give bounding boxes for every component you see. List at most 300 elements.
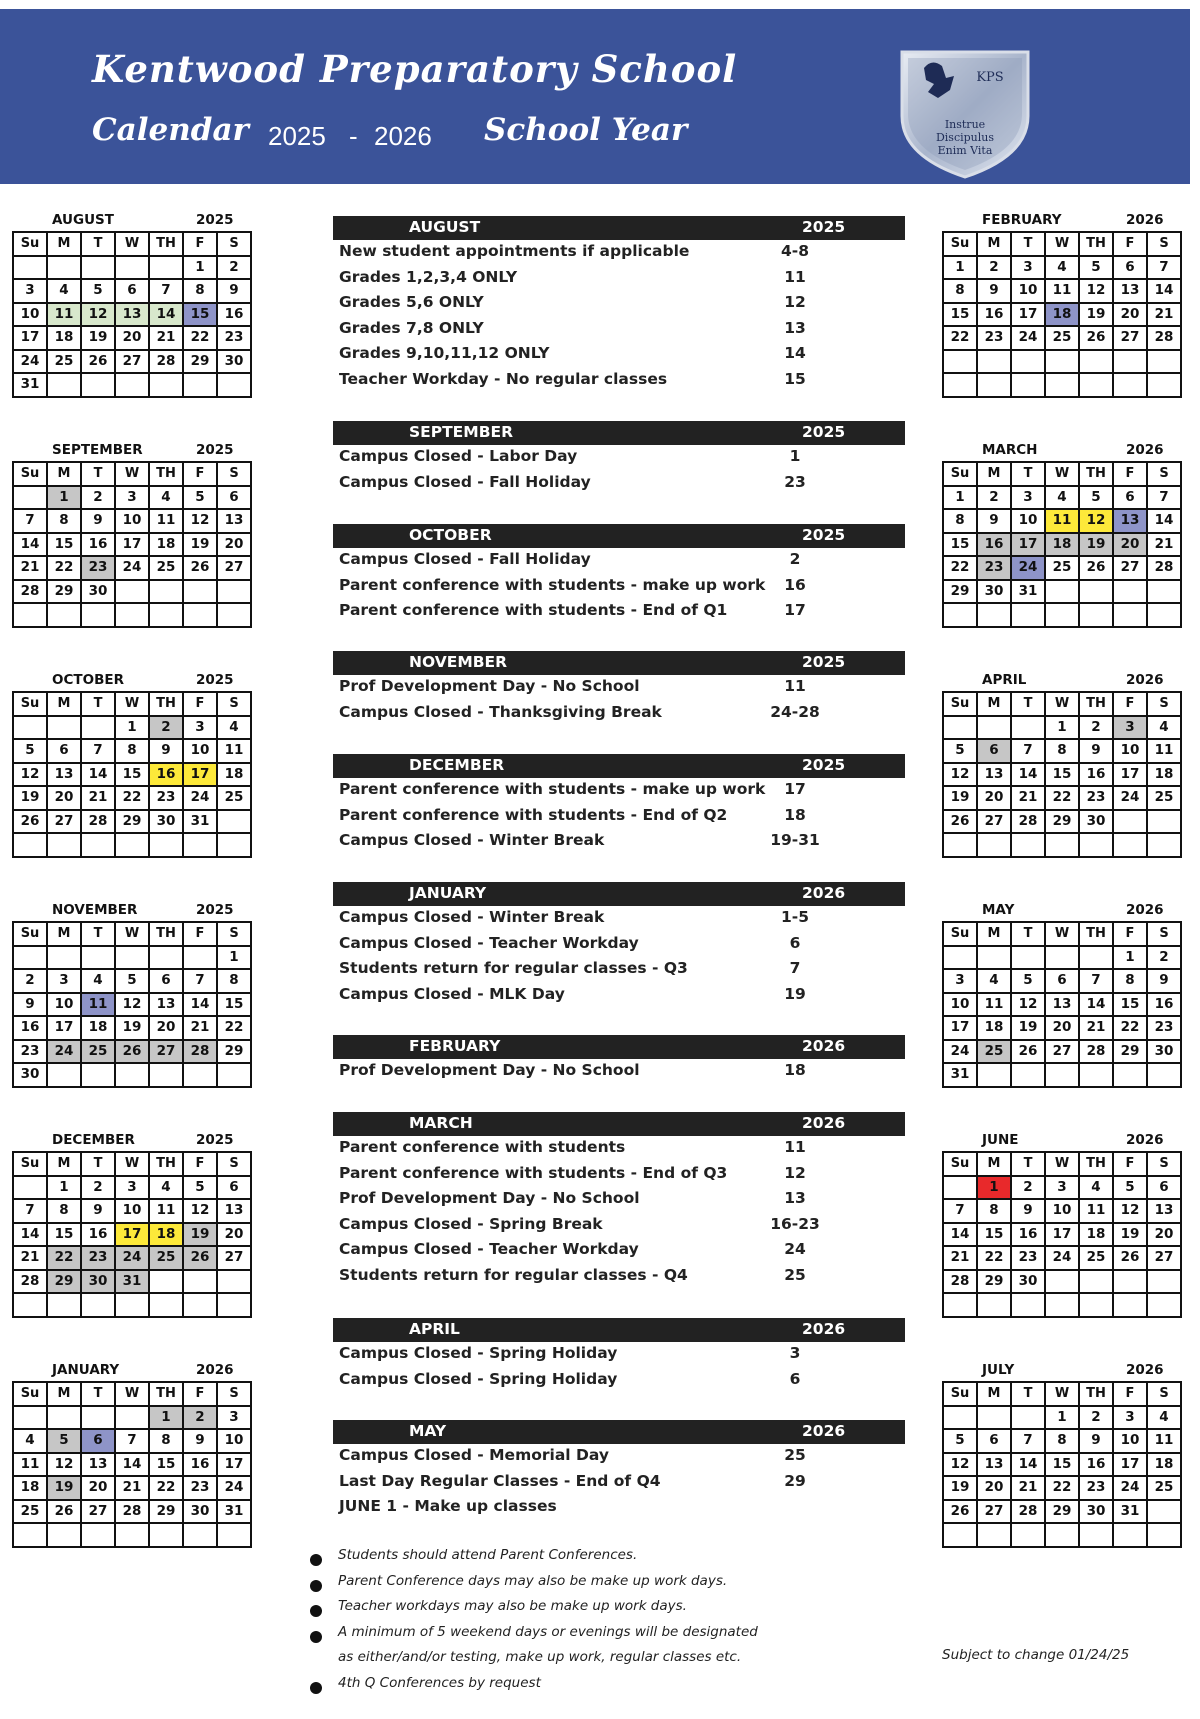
weekday-header: TH [1079,232,1113,256]
day-cell: 11 [13,1453,47,1477]
weekday-header: Su [943,1152,977,1176]
mini-calendar-april [942,669,1194,882]
day-cell: 18 [81,1016,115,1040]
weekday-header: Su [13,922,47,946]
event-date: 4-8 [780,242,809,260]
day-cell [1011,1406,1045,1430]
section-year: 2025 [802,526,846,544]
day-cell: 9 [1079,739,1113,763]
weekday-header: TH [149,1152,183,1176]
day-cell: 26 [1079,326,1113,350]
day-cell: 5 [183,1176,217,1200]
day-cell: 15 [943,533,977,557]
day-cell: 4 [1147,716,1181,740]
day-cell: 27 [1113,326,1147,350]
calendar-month: JULY [982,1362,1015,1378]
day-cell: 11 [149,509,183,533]
day-cell: 13 [217,1199,251,1223]
week-row [943,739,1181,763]
weekday-header: W [115,692,149,716]
day-cell [81,1063,115,1087]
event-row [339,344,905,369]
day-cell: 18 [47,326,81,350]
event-date: 19 [784,984,806,1003]
day-cell: 23 [1079,1476,1113,1500]
day-cell: 15 [47,533,81,557]
day-cell: 1 [115,716,149,740]
day-cell: 13 [149,993,183,1017]
day-cell: 30 [1147,1040,1181,1064]
day-cell: 14 [81,763,115,787]
day-cell [1079,946,1113,970]
day-cell: 15 [977,1223,1011,1247]
week-row [13,1523,251,1547]
weekday-header-row [943,1382,1181,1406]
day-cell: 2 [1147,946,1181,970]
weekday-header-row [943,462,1181,486]
day-cell [1147,1523,1181,1547]
day-cell: 8 [217,969,251,993]
week-row [13,1040,251,1064]
event-name: Parent conference with students - End of Q3 [339,1163,728,1182]
day-cell: 3 [115,486,149,510]
event-date: 13 [784,318,806,337]
day-cell [1079,603,1113,627]
weekday-header: Su [943,1382,977,1406]
weekday-header: T [1011,1152,1045,1176]
day-cell: 8 [183,279,217,303]
weekday-header: TH [1079,1382,1113,1406]
day-cell [149,833,183,857]
day-cell: 5 [115,969,149,993]
day-cell [1045,833,1079,857]
day-cell: 5 [1079,486,1113,510]
day-cell: 28 [1011,1500,1045,1524]
weekday-header-row [943,232,1181,256]
day-cell: 3 [1113,716,1147,740]
day-cell: 6 [115,279,149,303]
event-row [339,1266,905,1291]
day-cell [1147,833,1181,857]
weekday-header: TH [149,232,183,256]
calendar-label: Calendar [92,112,249,148]
event-row [339,1138,905,1163]
year-dash: - [349,121,358,151]
mini-calendar-november [12,899,264,1112]
day-cell [149,580,183,604]
day-cell: 8 [1045,1429,1079,1453]
section-month: FEBRUARY [409,1037,501,1055]
day-cell: 6 [1113,486,1147,510]
day-cell [115,946,149,970]
event-name: Campus Closed - Fall Holiday [339,550,591,568]
day-cell [1113,373,1147,397]
week-row [13,833,251,857]
day-cell [1045,580,1079,604]
day-cell: 27 [217,556,251,580]
day-cell [943,1176,977,1200]
day-cell: 6 [149,969,183,993]
weekday-header: F [183,462,217,486]
day-cell: 12 [943,1453,977,1477]
day-cell [977,833,1011,857]
calendar-month: OCTOBER [52,672,124,688]
week-row [13,1406,251,1430]
calendar-year: 2026 [1126,1362,1164,1378]
event-row [339,1240,905,1265]
day-cell: 21 [115,1476,149,1500]
calendar-title [942,1129,1194,1151]
day-cell: 4 [1045,486,1079,510]
event-name: Last Day Regular Classes - End of Q4 [339,1471,661,1490]
day-cell [977,350,1011,374]
header-banner [0,9,1190,184]
calendar-month: JANUARY [52,1362,120,1378]
calendar-grid [942,921,1182,1088]
day-cell [1147,603,1181,627]
weekday-header: W [1045,1152,1079,1176]
day-cell: 12 [943,763,977,787]
weekday-header: M [47,922,81,946]
crest-motto-line: Instrue [944,118,986,131]
day-cell: 9 [1147,969,1181,993]
event-date: 1 [789,447,801,465]
day-cell [1079,1063,1113,1087]
week-row [943,533,1181,557]
day-cell [1147,1500,1181,1524]
weekday-header-row [13,232,251,256]
section-month: MARCH [409,1114,473,1132]
day-cell: 26 [183,1246,217,1270]
day-cell [47,946,81,970]
day-cell: 30 [13,1063,47,1087]
day-cell: 6 [1045,969,1079,993]
day-cell [1113,810,1147,834]
event-date: 11 [784,1138,806,1156]
day-cell: 20 [977,786,1011,810]
day-cell: 2 [81,486,115,510]
day-cell: 25 [977,1040,1011,1064]
day-cell: 6 [977,739,1011,763]
calendar-month: NOVEMBER [52,902,138,918]
day-cell: 14 [13,1223,47,1247]
day-cell: 16 [1147,993,1181,1017]
day-cell [943,603,977,627]
day-cell [183,1270,217,1294]
day-cell: 18 [1045,303,1079,327]
event-date: 11 [784,677,806,695]
day-cell: 16 [977,533,1011,557]
weekday-header: TH [1079,922,1113,946]
weekday-header-row [943,1152,1181,1176]
bullet-icon [310,1554,322,1566]
day-cell: 5 [47,1429,81,1453]
day-cell [943,373,977,397]
day-cell: 24 [1045,1246,1079,1270]
day-cell: 20 [1113,303,1147,327]
week-row [13,256,251,280]
event-name: Prof Development Day - No School [339,1189,640,1207]
day-cell [977,1523,1011,1547]
event-date: 1-5 [780,908,809,926]
day-cell: 18 [1147,763,1181,787]
day-cell: 25 [1045,326,1079,350]
event-name: Campus Closed - MLK Day [339,984,565,1003]
day-cell: 23 [217,326,251,350]
calendar-title [942,669,1194,691]
day-cell [13,486,47,510]
event-row [339,806,905,831]
day-cell: 17 [217,1453,251,1477]
day-cell [47,1406,81,1430]
day-cell [943,350,977,374]
day-cell: 23 [977,556,1011,580]
section-header [333,651,905,675]
day-cell [1113,833,1147,857]
day-cell: 27 [977,1500,1011,1524]
day-cell: 26 [47,1500,81,1524]
day-cell: 24 [115,556,149,580]
day-cell: 19 [115,1016,149,1040]
event-date: 12 [784,293,806,311]
day-cell: 2 [149,716,183,740]
calendar-year: 2026 [1126,1132,1164,1148]
day-cell [47,833,81,857]
day-cell: 12 [1113,1199,1147,1223]
week-row [943,603,1181,627]
day-cell: 24 [47,1040,81,1064]
day-cell: 17 [183,763,217,787]
weekday-header: S [217,462,251,486]
day-cell: 27 [149,1040,183,1064]
day-cell: 10 [13,303,47,327]
day-cell [943,716,977,740]
event-row [339,319,905,344]
day-cell: 12 [183,1199,217,1223]
event-date: 16-23 [770,1214,820,1233]
day-cell: 14 [149,303,183,327]
day-cell: 13 [977,763,1011,787]
day-cell: 1 [1045,716,1079,740]
event-name: Teacher Workday - No regular classes [339,369,668,388]
day-cell: 2 [13,969,47,993]
day-cell: 9 [81,509,115,533]
day-cell: 18 [149,533,183,557]
day-cell: 14 [1147,279,1181,303]
weekday-header: T [1011,462,1045,486]
day-cell: 6 [47,739,81,763]
event-name: JUNE 1 - Make up classes [339,1497,557,1515]
week-row [13,556,251,580]
day-cell: 13 [1147,1199,1181,1223]
day-cell: 7 [183,969,217,993]
day-cell: 8 [1045,739,1079,763]
calendar-title [12,669,264,691]
weekday-header: S [1147,1382,1181,1406]
day-cell: 21 [13,1246,47,1270]
day-cell [217,1293,251,1317]
day-cell [81,1293,115,1317]
day-cell: 3 [183,716,217,740]
week-row [13,1176,251,1200]
weekday-header-row [13,1152,251,1176]
week-row [13,279,251,303]
day-cell: 14 [1079,993,1113,1017]
weekday-header: T [81,462,115,486]
day-cell [47,603,81,627]
section-month: SEPTEMBER [409,423,514,441]
day-cell [1011,603,1045,627]
day-cell: 8 [47,1199,81,1223]
day-cell [977,946,1011,970]
day-cell: 15 [183,303,217,327]
event-date: 17 [784,601,806,619]
day-cell [183,1523,217,1547]
day-cell: 17 [13,326,47,350]
weekday-header: T [81,1152,115,1176]
day-cell: 28 [183,1040,217,1064]
day-cell: 9 [217,279,251,303]
day-cell: 1 [943,486,977,510]
day-cell: 13 [1045,993,1079,1017]
day-cell: 8 [943,279,977,303]
day-cell: 22 [1045,786,1079,810]
event-row [339,1344,905,1369]
event-name: Campus Closed - Winter Break [339,831,605,849]
day-cell: 24 [1011,556,1045,580]
weekday-header: Su [943,232,977,256]
day-cell: 16 [1011,1223,1045,1247]
day-cell: 18 [1079,1223,1113,1247]
crest-motto-line: Enim Vita [937,144,993,157]
day-cell: 19 [81,326,115,350]
week-row [13,603,251,627]
day-cell: 25 [1147,1476,1181,1500]
week-row [943,1199,1181,1223]
day-cell: 25 [1045,556,1079,580]
weekday-header: W [1045,462,1079,486]
event-name: Campus Closed - Teacher Workday [339,1240,639,1258]
mini-calendar-august [12,209,264,422]
day-cell: 4 [1079,1176,1113,1200]
day-cell: 22 [1113,1016,1147,1040]
calendar-title [12,209,264,231]
day-cell: 30 [81,580,115,604]
day-cell: 19 [183,533,217,557]
week-row [943,486,1181,510]
day-cell: 6 [81,1429,115,1453]
day-cell [1147,373,1181,397]
weekday-header-row [13,922,251,946]
day-cell [977,1063,1011,1087]
bullet-icon [310,1631,322,1643]
calendar-title [942,439,1194,461]
section-year: 2026 [802,1422,846,1440]
section-year: 2026 [802,1037,846,1055]
weekday-header: T [1011,1382,1045,1406]
day-cell [81,603,115,627]
day-cell [149,256,183,280]
day-cell [47,716,81,740]
weekday-header: T [1011,922,1045,946]
day-cell: 17 [1011,533,1045,557]
event-date: 16 [784,575,806,594]
week-row [943,556,1181,580]
weekday-header: W [1045,922,1079,946]
day-cell: 15 [1113,993,1147,1017]
day-cell: 21 [149,326,183,350]
weekday-header: T [1011,232,1045,256]
day-cell: 30 [977,580,1011,604]
day-cell: 3 [943,969,977,993]
section-year: 2025 [802,653,846,671]
day-cell [81,1406,115,1430]
day-cell: 2 [977,486,1011,510]
weekday-header: M [47,1152,81,1176]
day-cell: 13 [81,1453,115,1477]
day-cell: 3 [1011,486,1045,510]
weekday-header: M [977,692,1011,716]
day-cell [1011,350,1045,374]
school-year-label: School Year [484,112,688,148]
day-cell [1045,1270,1079,1294]
event-row [339,959,905,984]
calendar-grid [12,921,252,1088]
event-name: Campus Closed - Spring Break [339,1214,603,1233]
section-header [333,1318,905,1342]
week-row [943,763,1181,787]
event-date: 11 [784,267,806,286]
day-cell [977,373,1011,397]
school-name: Kentwood Preparatory School [92,47,738,91]
day-cell [13,833,47,857]
weekday-header: W [115,922,149,946]
day-cell [217,810,251,834]
day-cell: 17 [1113,1453,1147,1477]
weekday-header: M [47,1382,81,1406]
week-row [943,1246,1181,1270]
day-cell: 24 [943,1040,977,1064]
event-name: Grades 9,10,11,12 ONLY [339,344,550,362]
day-cell [115,256,149,280]
weekday-header: T [81,1382,115,1406]
week-row [943,716,1181,740]
day-cell: 3 [1011,256,1045,280]
day-cell: 10 [183,739,217,763]
event-row [339,1189,905,1214]
day-cell [1147,350,1181,374]
week-row [943,1016,1181,1040]
day-cell [1045,350,1079,374]
event-date: 25 [784,1265,806,1284]
day-cell: 10 [943,993,977,1017]
weekday-header: F [183,692,217,716]
week-row [943,1500,1181,1524]
week-row [13,1246,251,1270]
day-cell: 5 [1011,969,1045,993]
shield-icon [898,46,1032,179]
calendar-title [12,1129,264,1151]
event-date: 15 [784,369,806,388]
day-cell: 12 [1079,509,1113,533]
day-cell: 12 [183,509,217,533]
day-cell: 9 [977,279,1011,303]
day-cell: 28 [13,580,47,604]
day-cell [81,1523,115,1547]
weekday-header-row [943,922,1181,946]
event-row [339,1370,905,1395]
day-cell: 4 [47,279,81,303]
